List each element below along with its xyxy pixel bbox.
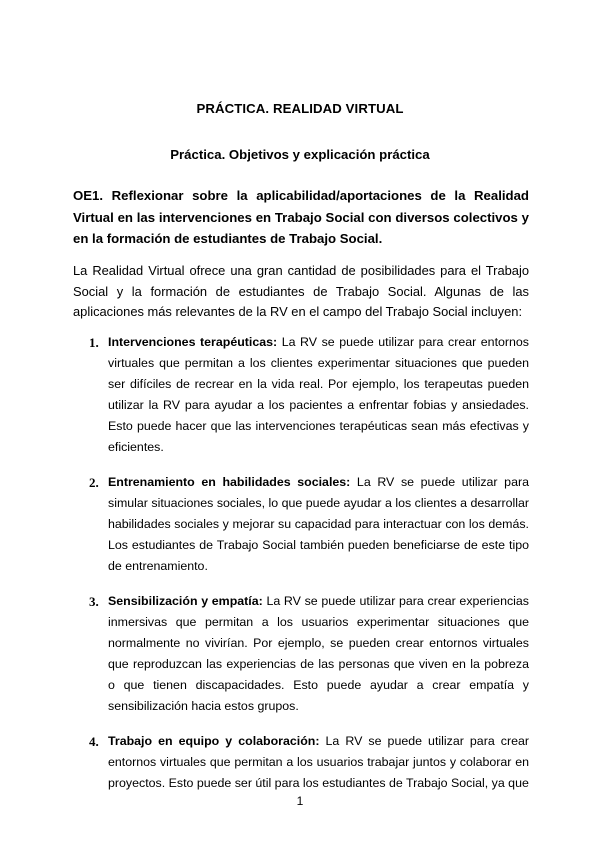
list-item-number: 3. (89, 594, 99, 609)
list-item-number: 2. (89, 475, 99, 490)
applications-list (89, 332, 529, 808)
list-item (89, 472, 529, 577)
list-item-number: 1. (89, 335, 99, 350)
list-item-body: La RV se puede utilizar para simular situaciones sociales, lo que puede ayudar a los clientes a desarrollar habilidades sociales y mejorar su capacidad para interactuar con los demás. Los estudiantes de Trabajo Social también pueden beneficiarse de este tipo de entrenamiento. (108, 475, 529, 573)
list-item-number: 4. (89, 734, 99, 749)
list-item-heading: Intervenciones terapéuticas: (108, 335, 278, 349)
list-item (89, 332, 529, 458)
document-subtitle: Práctica. Objetivos y explicación práctica (170, 147, 430, 162)
list-item-body: La RV se puede utilizar para crear experiencias inmersivas que permitan a los usuarios experimentar situaciones que normalmente no vivirían. Por ejemplo, se pueden crear entornos virtuales que reproduzcan las experiencias de las personas que viven en la pobreza o que tienen discapacidades. Esto puede ayudar a crear empatía y sensibilización hacia estos grupos. (108, 594, 529, 713)
list-item-body: La RV se puede utilizar para crear entornos virtuales que permitan a los clientes experimentar situaciones que pueden ser difíciles de recrear en la vida real. Por ejemplo, los terapeutas pueden utilizar la RV para ayudar a los pacientes a enfrentar fobias y ansiedades. Esto puede hacer que las intervenciones terapéuticas sean más efectivas y eficientes. (108, 335, 530, 454)
document-title: PRÁCTICA. REALIDAD VIRTUAL (196, 101, 404, 116)
list-item-heading: Entrenamiento en habilidades sociales: (108, 475, 351, 489)
list-item (89, 731, 529, 794)
list-item (89, 591, 529, 717)
list-item-heading: Sensibilización y empatía: (108, 594, 263, 608)
list-item-body: La RV se puede utilizar para crear entornos virtuales que permitan a los usuarios trabajar juntos y colaborar en proyectos. Esto puede ser útil para los estudiantes de Trabajo Social, ya que (108, 734, 529, 790)
page-number: 1 (296, 794, 304, 808)
list-item-heading: Trabajo en equipo y colaboración: (108, 734, 320, 748)
objective-paragraph: OE1. Reflexionar sobre la aplicabilidad/aportaciones de la Realidad Virtual en las intervenciones en Trabajo Social con diversos colectivos y en la formación de estudiantes de Trabajo Social. (73, 188, 529, 246)
intro-paragraph: La Realidad Virtual ofrece una gran cantidad de posibilidades para el Trabajo Social y la formación de estudiantes de Trabajo Social. Algunas de las aplicaciones más relevantes de la RV en el campo del Trabajo Social incluyen: (73, 263, 529, 319)
